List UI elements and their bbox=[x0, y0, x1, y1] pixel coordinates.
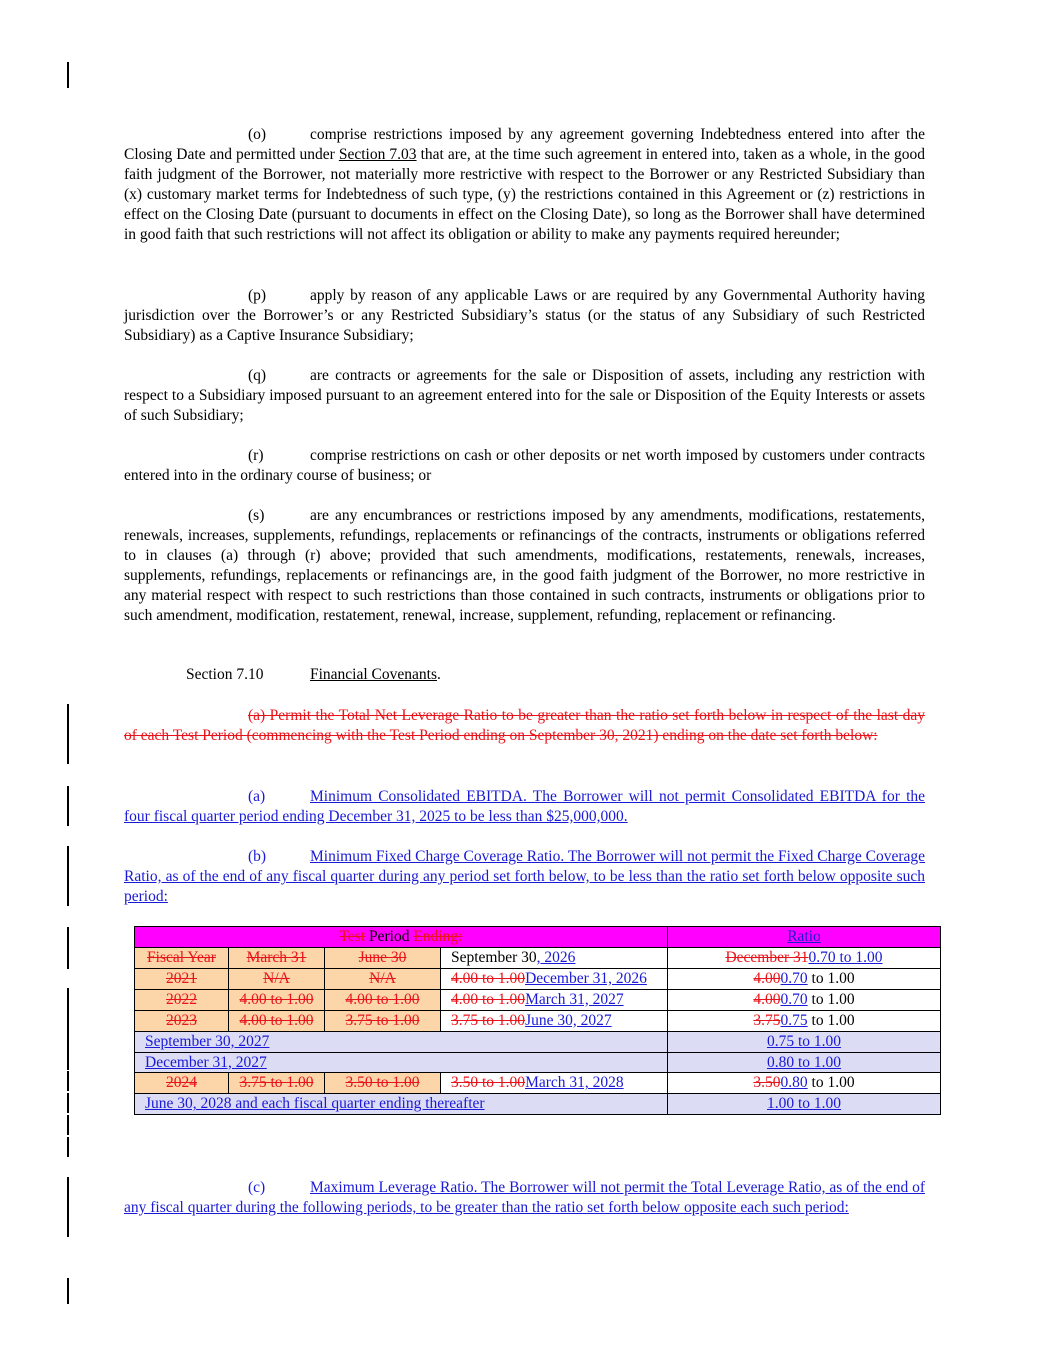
change-bar bbox=[67, 786, 69, 826]
change-bar bbox=[67, 704, 69, 764]
change-bar bbox=[67, 927, 69, 969]
change-bar bbox=[67, 1071, 69, 1091]
change-bar bbox=[67, 846, 69, 906]
table-row: June 30, 2028 and each fiscal quarter ending thereafter 1.00 to 1.00 bbox=[135, 1094, 941, 1115]
table-row: Fiscal Year March 31 June 30 September 30, 2026 December 310.70 to 1.00 bbox=[135, 948, 941, 969]
paragraph-q: (q) are contracts or agreements for the sale or Disposition of assets, including any restriction with respect to a Subsidiary imposed pursuant to an agreement entered into for the sale or Disposition of the Equity Interests or assets of such Subsidiary; bbox=[124, 367, 925, 424]
change-bar bbox=[67, 1177, 69, 1237]
header-period-cell: Test Period Ending: bbox=[135, 927, 668, 948]
paragraph-new-b: (b) Minimum Fixed Charge Coverage Ratio. The Borrower will not permit the Fixed Charge Coverage Ratio, as of the end of any fiscal quarter during any period set forth below, to be less than the ratio set forth below opposite such period: bbox=[124, 848, 925, 905]
table-row: December 31, 2027 0.80 to 1.00 bbox=[135, 1052, 941, 1073]
section-title: Financial Covenants bbox=[310, 666, 437, 683]
change-bar bbox=[67, 62, 69, 88]
section-7-03-link[interactable]: Section 7.03 bbox=[338, 145, 417, 163]
fixed-charge-coverage-table bbox=[134, 926, 941, 1115]
deleted-paragraph-a: (a) Permit the Total Net Leverage Ratio to be greater than the ratio set forth below in respect of the last day of each Test Period (commencing with the Test Period ending on September 30, 2021) ending on the date set forth below: bbox=[124, 707, 925, 744]
paragraph-s: (s) are any encumbrances or restrictions imposed by any amendments, modifications, restatements, renewals, increases, supplements, refundings, replacements or refinancings of the contracts, instruments or obligations referred to in clauses (a) through (r) above; provided that such amendments, modifications, restatements, renewals, increases, supplements, refundings, replacements or refinancings are, in the good faith judgment of the Borrower, no more restrictive in any material respect with respect to such restrictions than those contained in such contracts, instruments or obligations prior to such amendment, modification, restatement, renewal, increase, supplement, refunding, replacement or refinancing. bbox=[124, 507, 925, 624]
table-row: 2021 N/A N/A 4.00 to 1.00December 31, 2026 4.000.70 to 1.00 bbox=[135, 968, 941, 989]
paragraph-r: (r) comprise restrictions on cash or other deposits or net worth imposed by customers under contracts entered into in the ordinary course of business; or bbox=[124, 447, 925, 484]
change-bar bbox=[67, 1115, 69, 1135]
table-row: 2022 4.00 to 1.00 4.00 to 1.00 4.00 to 1.00March 31, 2027 4.000.70 to 1.00 bbox=[135, 989, 941, 1010]
paragraph-new-c: (c) Maximum Leverage Ratio. The Borrower will not permit the Total Leverage Ratio, as of the end of any fiscal quarter during the following periods, to be greater than the ratio set forth below opposite each such period: bbox=[124, 1179, 925, 1216]
change-bar bbox=[67, 1093, 69, 1113]
change-bar bbox=[67, 1030, 69, 1070]
paragraph-o: (o) comprise restrictions imposed by any agreement governing Indebtedness entered into after the Closing Date and permitted under Section 7.03 that are, at the time such agreement in entered into, taken as a whole, in the good faith judgment of the Borrower, not materially more restrictive with respect to the Borrower or any Restricted Subsidiary than (x) customary market terms for Indebtedness of such type, (y) the restrictions contained in this Agreement or (z) restrictions in effect on the Closing Date (pursuant to documents in effect on the Closing Date), so long as the Borrower shall have determined in good faith that such restrictions will not affect its obligation or ability to make any payments required hereunder; bbox=[124, 126, 926, 243]
table-row: 2024 3.75 to 1.00 3.50 to 1.00 3.50 to 1.00March 31, 2028 3.500.80 to 1.00 bbox=[135, 1073, 941, 1094]
table-row: September 30, 2027 0.75 to 1.00 bbox=[135, 1031, 941, 1052]
change-bar bbox=[67, 1137, 69, 1157]
section-heading: Section 7.10 Financial Covenants. bbox=[186, 666, 441, 683]
table-header-row bbox=[135, 927, 941, 948]
change-bar bbox=[67, 1278, 69, 1304]
table-row: 2023 4.00 to 1.00 3.75 to 1.00 3.75 to 1.00June 30, 2027 3.750.75 to 1.00 bbox=[135, 1010, 941, 1031]
header-ratio-cell: Ratio bbox=[668, 927, 941, 948]
paragraph-new-a: (a) Minimum Consolidated EBITDA. The Borrower will not permit Consolidated EBITDA for the four fiscal quarter period ending December 31, 2025 to be less than $25,000,000. bbox=[124, 788, 925, 825]
paragraph-p: (p) apply by reason of any applicable Laws or are required by any Governmental Authority having jurisdiction over the Borrower’s or any Restricted Subsidiary’s status (or the status of any Subsidiary of such Restricted Subsidiary) as a Captive Insurance Subsidiary; bbox=[124, 287, 925, 344]
change-bar bbox=[67, 988, 69, 1030]
